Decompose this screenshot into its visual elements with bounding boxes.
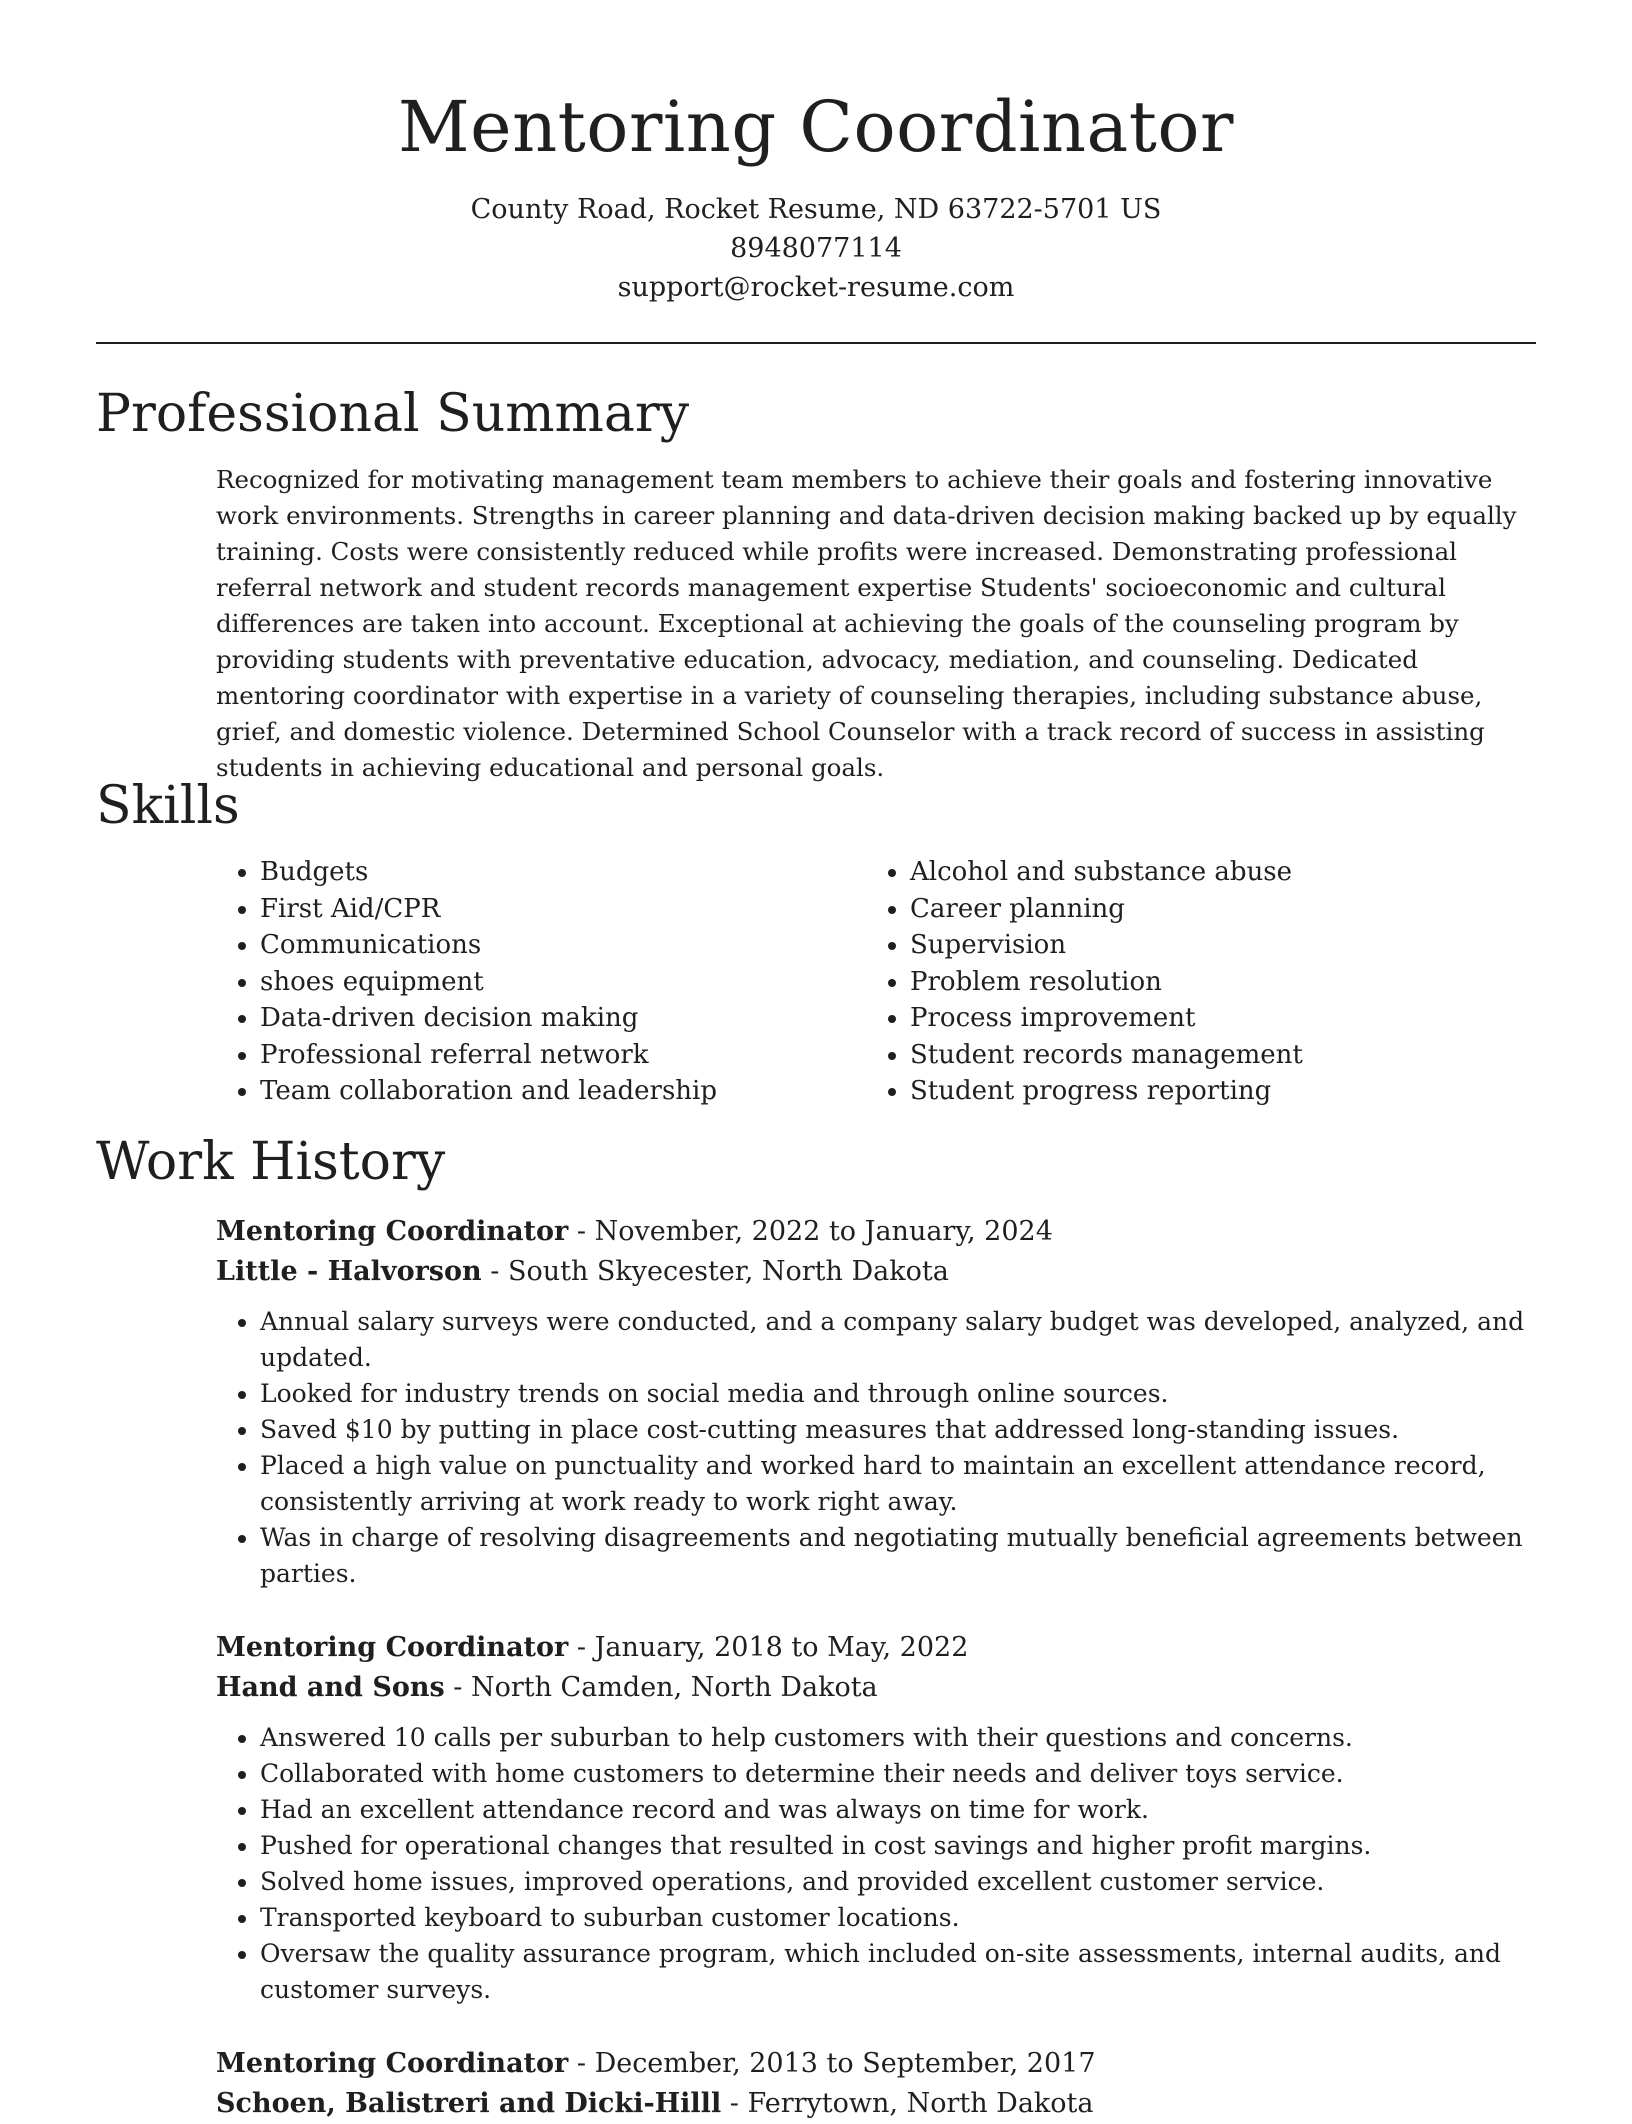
email-address: support@rocket-resume.com xyxy=(617,272,1015,303)
skill-item: • Student records management xyxy=(910,1037,1516,1074)
job-entry xyxy=(216,1628,1536,2008)
skill-item: • First Aid/CPR xyxy=(260,891,866,928)
job-company: Schoen, Balistreri and Dicki-Hilll xyxy=(216,2088,722,2119)
job-position: Mentoring Coordinator xyxy=(216,1632,569,1663)
job-location: South Skyecester, North Dakota xyxy=(507,1256,949,1287)
work-history-heading: Work History xyxy=(96,1132,446,1192)
job-dates: December, 2013 to September, 2017 xyxy=(594,2048,1096,2079)
job-bullet: • Looked for industry trends on social media and through online sources. xyxy=(260,1376,1536,1412)
skill-item: • Communications xyxy=(260,927,866,964)
job-dates: January, 2018 to May, 2022 xyxy=(594,1632,969,1663)
job-bullet: • Oversaw the quality assurance program, which included on-site assessments, internal audits, and customer surveys. xyxy=(260,1936,1536,2008)
phone-number: 8948077114 xyxy=(730,233,902,264)
header-divider xyxy=(96,342,1536,344)
job-dates: November, 2022 to January, 2024 xyxy=(594,1216,1053,1247)
skills-list xyxy=(216,854,1536,1110)
job-position: Mentoring Coordinator xyxy=(216,2048,569,2079)
skill-item: • Supervision xyxy=(910,927,1516,964)
job-entry xyxy=(216,1212,1536,1592)
job-company: Hand and Sons xyxy=(216,1672,445,1703)
job-entry xyxy=(216,2044,1536,2124)
skill-item: • Budgets xyxy=(260,854,866,891)
skills-column-left xyxy=(216,854,866,1110)
job-bullet: • Was in charge of resolving disagreements and negotiating mutually beneficial agreements between parties. xyxy=(260,1520,1536,1592)
job-bullet: • Had an excellent attendance record and was always on time for work. xyxy=(260,1792,1536,1828)
job-position: Mentoring Coordinator xyxy=(216,1216,569,1247)
address: County Road, Rocket Resume, ND 63722-5701 US xyxy=(470,194,1162,225)
summary-text: Recognized for motivating management team members to achieve their goals and fostering innovative work environments. Strengths in career planning and data-driven decision making backed up by equally training. Costs were consistently reduced while profits were increased. Demonstrating professional referral network and student records management expertise Students' socioeconomic and cultural differences are taken into account. Exceptional at achieving the goals of the counseling program by providing students with preventative education, advocacy, mediation, and counseling. Dedicated mentoring coordinator with expertise in a variety of counseling therapies, including substance abuse, grief, and domestic violence. Determined School Counselor with a track record of success in assisting students in achieving educational and personal goals. xyxy=(216,465,1517,782)
skill-item: • Problem resolution xyxy=(910,964,1516,1001)
skill-item: • Data-driven decision making xyxy=(260,1000,866,1037)
skill-item: • Team collaboration and leadership xyxy=(260,1073,866,1110)
job-location: North Camden, North Dakota xyxy=(470,1672,878,1703)
resume-header xyxy=(0,82,1632,307)
skills-heading: Skills xyxy=(96,776,240,836)
job-bullets xyxy=(216,1304,1536,1592)
candidate-name: Mentoring Coordinator xyxy=(397,86,1234,168)
skill-item: • shoes equipment xyxy=(260,964,866,1001)
skill-item: • Student progress reporting xyxy=(910,1073,1516,1110)
job-bullet: • Placed a high value on punctuality and worked hard to maintain an excellent attendance record, consistently arriving at work ready to work right away. xyxy=(260,1448,1536,1520)
skill-item: • Alcohol and substance abuse xyxy=(910,854,1516,891)
job-location: Ferrytown, North Dakota xyxy=(747,2088,1094,2119)
job-bullet: • Transported keyboard to suburban customer locations. xyxy=(260,1900,1536,1936)
job-bullets xyxy=(216,1720,1536,2008)
skill-item: • Professional referral network xyxy=(260,1037,866,1074)
skill-item: • Process improvement xyxy=(910,1000,1516,1037)
job-company-line: Hand and Sons - North Camden, North Dakota xyxy=(216,1672,878,1703)
job-bullet: • Saved $10 by putting in place cost-cutting measures that addressed long-standing issues. xyxy=(260,1412,1536,1448)
job-bullet: • Annual salary surveys were conducted, and a company salary budget was developed, analyzed, and updated. xyxy=(260,1304,1536,1376)
skills-column-right xyxy=(866,854,1516,1110)
job-title-line: Mentoring Coordinator - January, 2018 to May, 2022 xyxy=(216,1632,969,1663)
job-title-line: Mentoring Coordinator - November, 2022 to January, 2024 xyxy=(216,1216,1053,1247)
job-company-line: Schoen, Balistreri and Dicki-Hilll - Ferrytown, North Dakota xyxy=(216,2088,1094,2119)
job-company: Little - Halvorson xyxy=(216,1256,482,1287)
job-company-line: Little - Halvorson - South Skyecester, North Dakota xyxy=(216,1256,949,1287)
job-bullet: • Collaborated with home customers to determine their needs and deliver toys service. xyxy=(260,1756,1536,1792)
contact-info xyxy=(0,190,1632,307)
job-bullet: • Solved home issues, improved operations, and provided excellent customer service. xyxy=(260,1864,1536,1900)
job-title-line: Mentoring Coordinator - December, 2013 to September, 2017 xyxy=(216,2048,1096,2079)
job-bullet: • Pushed for operational changes that resulted in cost savings and higher profit margins. xyxy=(260,1828,1536,1864)
summary-heading: Professional Summary xyxy=(96,384,690,444)
job-bullet: • Answered 10 calls per suburban to help customers with their questions and concerns. xyxy=(260,1720,1536,1756)
skill-item: • Career planning xyxy=(910,891,1516,928)
